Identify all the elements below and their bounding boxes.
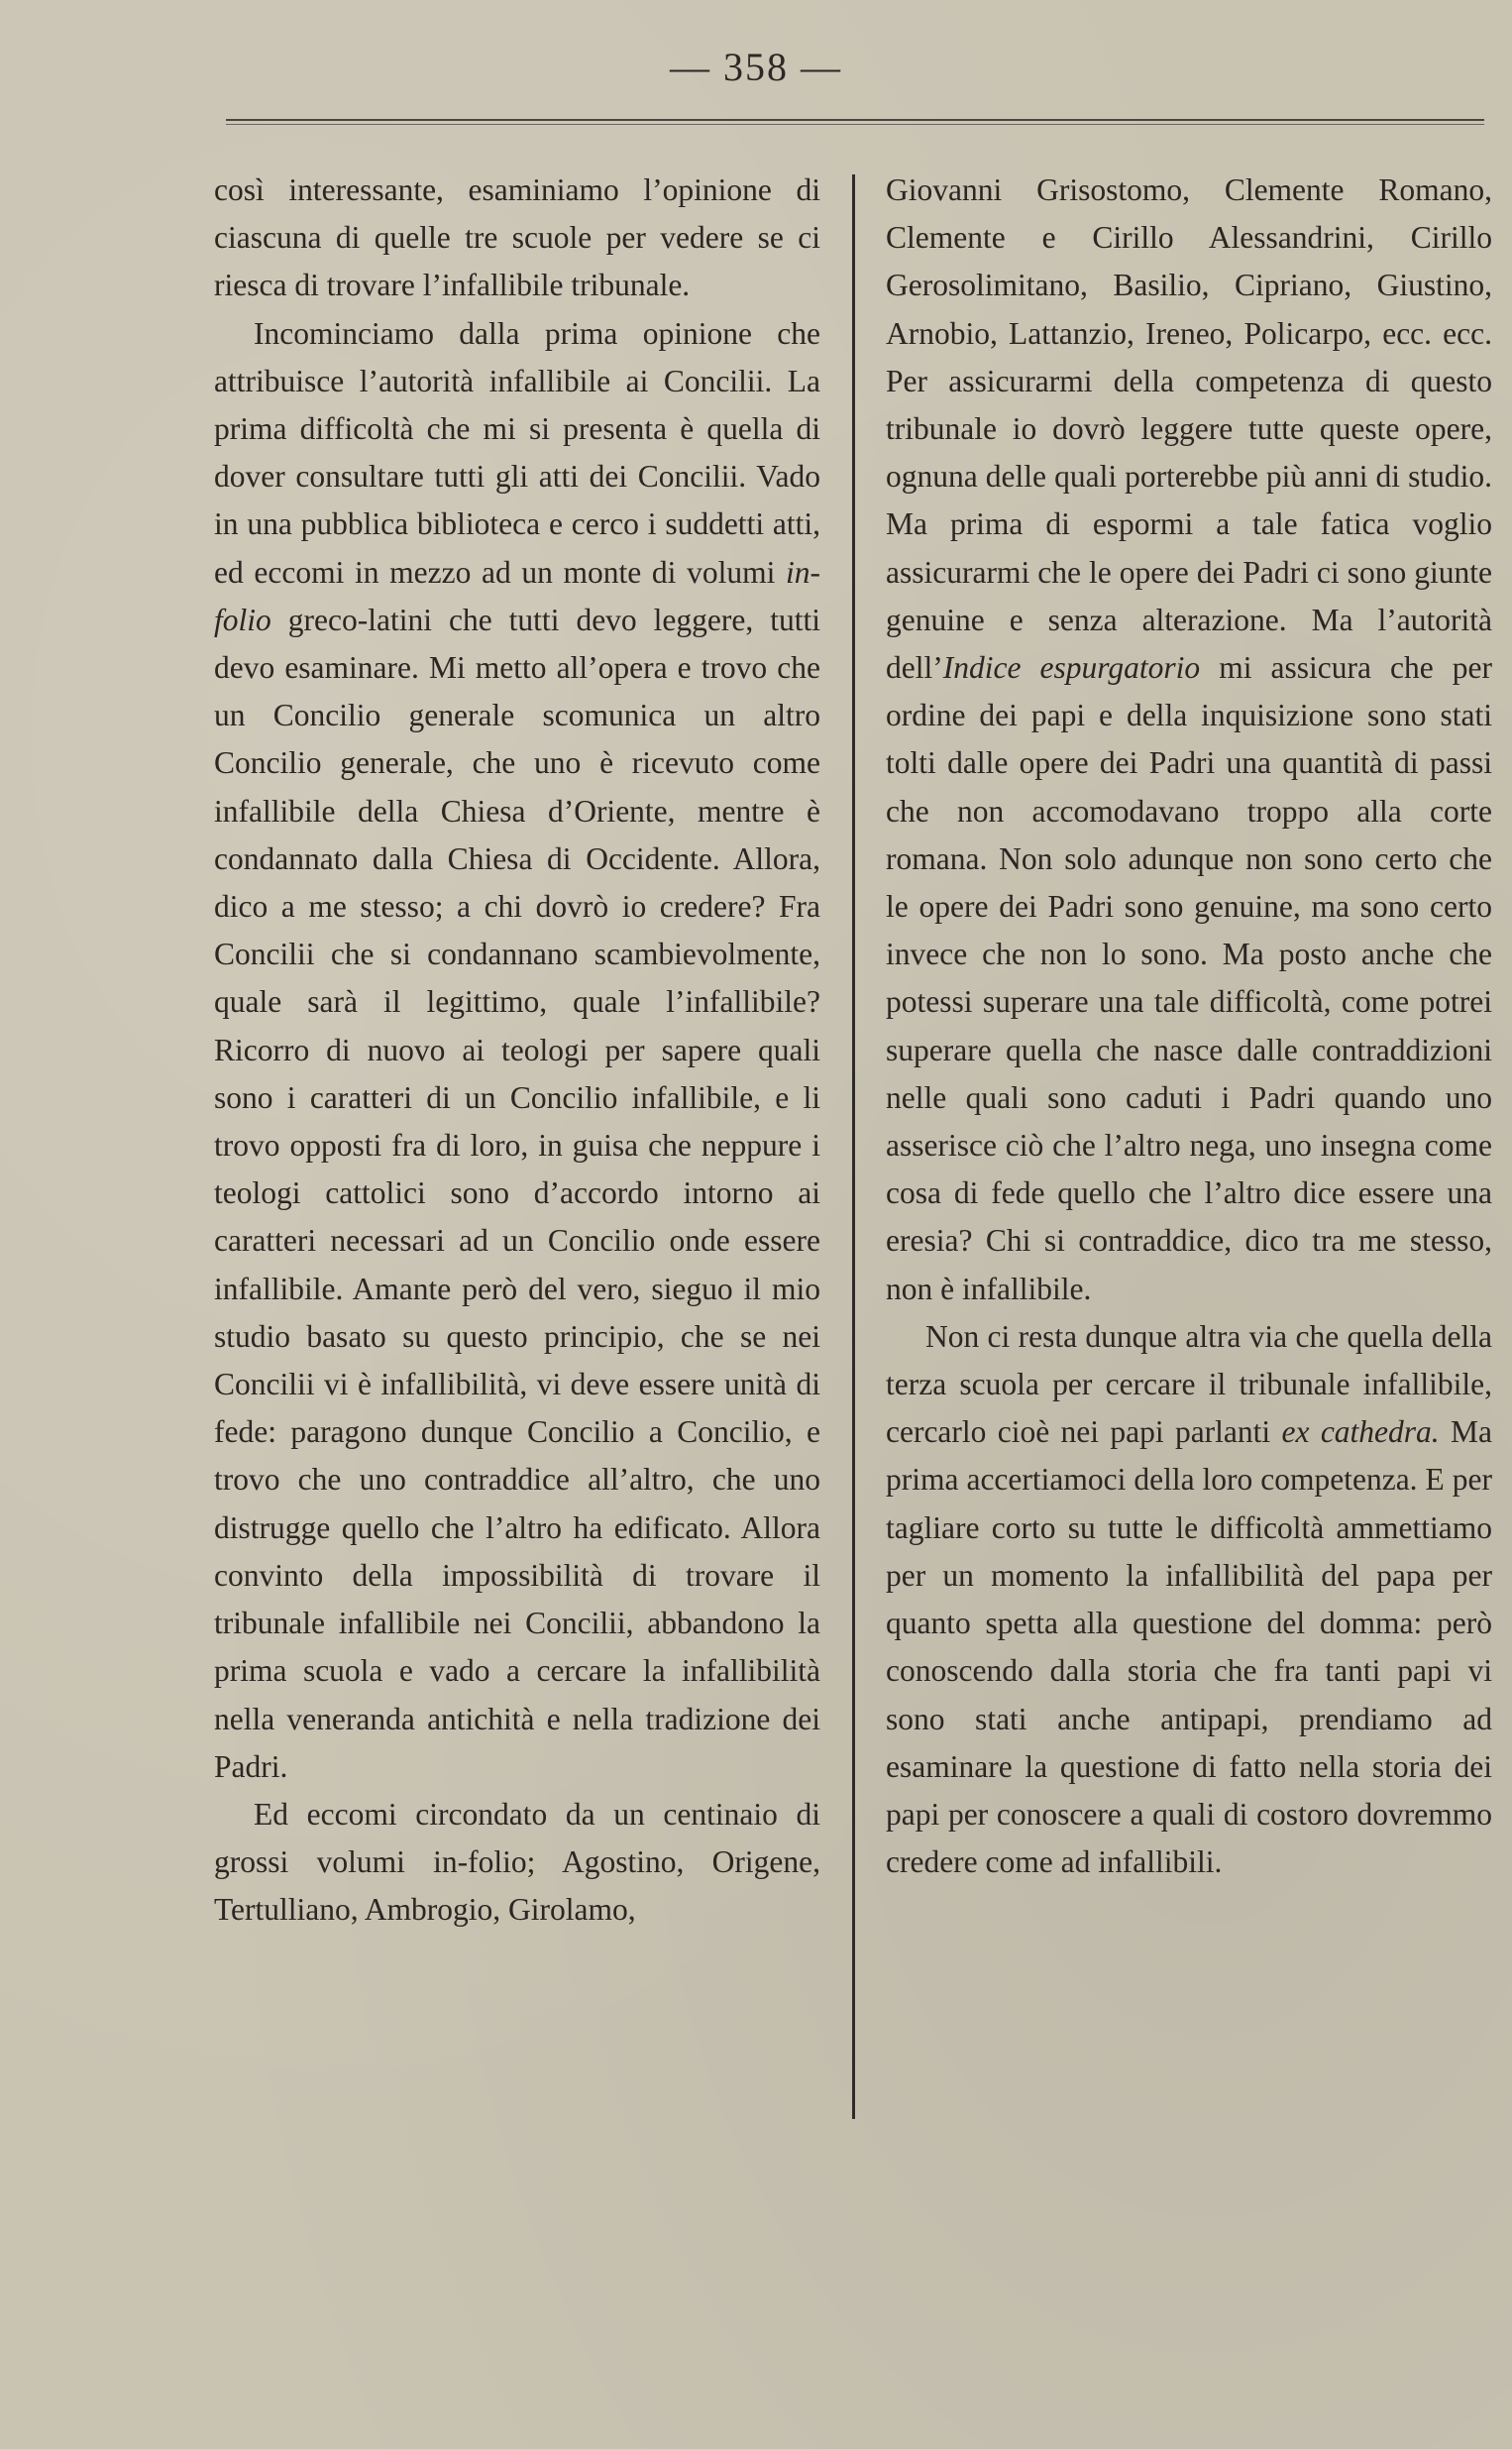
left-paragraph-1: così interessante, esaminiamo l’opinione di ciascuna di quelle tre scuole per vedere se ci riesca di trovare l’infallibile tribunale. — [214, 172, 820, 303]
left-paragraph-2 — [214, 310, 820, 1791]
left-paragraph-3: Ed eccomi circondato da un centinaio di grossi volumi in-folio; Agostino, Origene, Tertulliano, Ambrogio, Girolamo, — [214, 1796, 820, 1928]
left-paragraph-2-text: Incominciamo dalla prima opinione che attribuisce l’autorità infallibile ai Concilii. La prima difficoltà che mi si presenta è quella di dover consultare tutti gli atti dei Concilii. Vado in una pubblica biblioteca e cerco i suddetti atti, ed eccomi in mezzo ad un monte di volumi — [214, 315, 820, 590]
page-number: — 358 — — [670, 45, 842, 89]
right-paragraph-1-text: Giovanni Grisostomo, Clemente Romano, Clemente e Cirillo Alessandrini, Cirillo Gerosolimitano, Basilio, Cipriano, Giustino, Arnobio, Lattanzio, Ireneo, Policarpo, ecc. ecc. Per assicurarmi della competenza di questo tribunale io dovrò leggere tutte queste opere, ognuna delle quali porterebbe più anni di studio. Ma prima di espormi a tale fatica voglio assicurarmi che le opere dei Padri ci sono giunte genuine e senza alterazione. Ma l’autorità dell’ — [886, 172, 1492, 686]
right-paragraph-2 — [886, 1313, 1492, 1886]
right-paragraph-2-text: Non ci resta dunque altra via che quella della terza scuola per cercare il tribunale infallibile, cercarlo cioè nei papi parlanti — [886, 1318, 1492, 1450]
right-paragraph-1-rest: mi assicura che per ordine dei papi e della inquisizione sono stati tolti dalle opere dei Padri una quantità di passi che non accomodavano troppo alla corte romana. Non solo adunque non sono certo che le opere dei Padri sono genuine, ma sono certo invece che non lo sono. Ma posto anche che potessi superare una tale difficoltà, come potrei superare quella che nasce dalle contraddizioni nelle quali sono caduti i Padri quando uno asserisce ciò che l’altro nega, uno insegna come cosa di fede quello che l’altro dice essere una eresia? Chi si contraddice, dico tra me stesso, non è infallibile. — [886, 650, 1493, 1306]
right-paragraph-1 — [886, 167, 1492, 1313]
right-paragraph-1-italic: Indice espurgatorio — [942, 650, 1201, 686]
right-paragraph-2-italic: ex cathedra. — [1281, 1414, 1440, 1450]
right-column — [886, 167, 1492, 1886]
column-divider — [852, 174, 855, 2119]
right-paragraph-2-rest: Ma prima accertiamoci della loro competenza. E per tagliare corto su tutte le difficoltà ammettiamo per un momento la infallibilità del papa per quanto spetta alla questione del domma: però conoscendo dalla storia che fra tanti papi vi sono stati anche antipapi, prendiamo ad esaminare la questione di fatto nella storia dei papi per conoscere a quali di costoro dovremmo credere come ad infallibili. — [886, 1414, 1493, 1880]
left-column — [214, 167, 820, 1935]
left-paragraph-2-italic: in-folio — [214, 554, 820, 637]
left-paragraph-2-rest: greco-latini che tutti devo leggere, tutti devo esaminare. Mi metto all’opera e trovo che un Concilio generale scomunica un altro Concilio generale, che uno è ricevuto come infallibile della Chiesa d’Oriente, mentre è condannato dalla Chiesa di Occidente. Allora, dico a me stesso; a chi dovrò io credere? Fra Concilii che si condannano scambievolmente, quale sarà il legittimo, quale l’infallibile? Ricorro di nuovo ai teologi per sapere quali sono i caratteri di un Concilio infallibile, e li trovo opposti fra di loro, in guisa che neppure i teologi cattolici sono d’accordo intorno ai caratteri necessari ad un Concilio onde essere infallibile. Amante però del vero, sieguo il mio studio basato su questo principio, che se nei Concilii vi è infallibilità, vi deve essere unità di fede: paragono dunque Concilio a Concilio, e trovo che uno contraddice all’altro, che uno distrugge quello che l’altro ha edificato. Allora convinto della impossibilità di trovare il tribunale infallibile nei Concilii, abbandono la prima scuola e vado a cercare la infallibilità nella veneranda antichità e nella tradizione dei Padri. — [214, 602, 821, 1784]
header-rule — [226, 119, 1484, 125]
